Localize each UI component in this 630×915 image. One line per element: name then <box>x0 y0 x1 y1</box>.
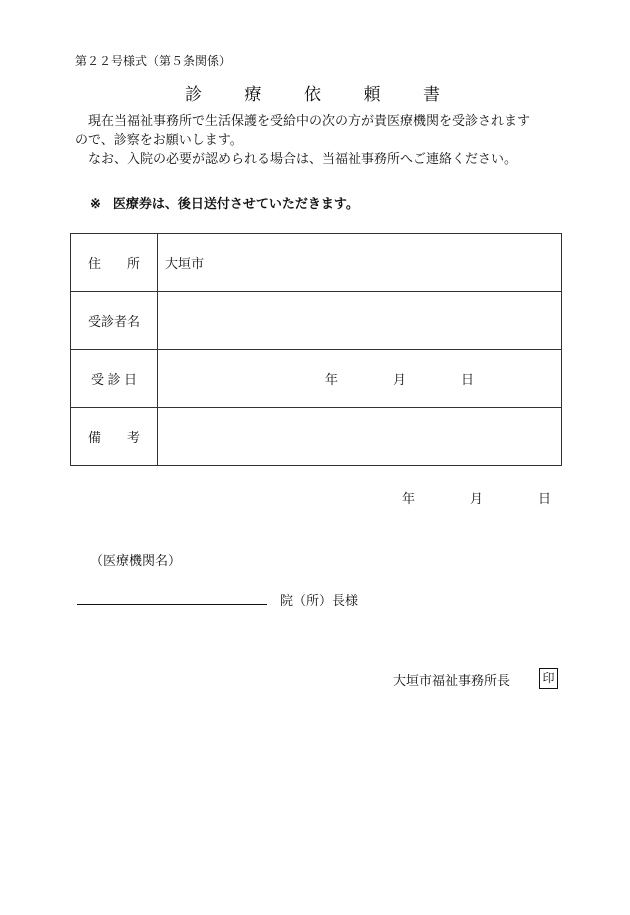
visit-date-field[interactable] <box>158 350 562 408</box>
institution-label: （医療機関名） <box>90 554 182 569</box>
visit-year-label: 年 <box>325 373 339 388</box>
issue-year-label: 年 <box>402 492 416 507</box>
director-honorific: 院（所）長様 <box>280 594 359 609</box>
reference-mark: ※ <box>90 197 101 212</box>
title-char: 書 <box>423 85 440 105</box>
institution-name-line[interactable] <box>77 604 267 605</box>
patient-name-field[interactable] <box>158 292 562 350</box>
form-number: 第２２号様式（第５条関係） <box>75 54 232 68</box>
table-row-visit-date <box>71 350 562 408</box>
address-field[interactable]: 大垣市 <box>158 234 562 292</box>
office-director: 大垣市福祉事務所長 <box>393 674 511 689</box>
remarks-label <box>71 408 158 466</box>
title-char: 依 <box>304 85 321 105</box>
intro-line <box>75 150 565 169</box>
table-row-remarks <box>71 408 562 466</box>
visit-day-label: 日 <box>461 373 475 388</box>
intro-line-2: ので、診察をお願いします。 <box>75 133 243 148</box>
intro-text <box>75 112 565 169</box>
remarks-label-char: 考 <box>126 431 140 446</box>
title-char: 頼 <box>363 85 381 105</box>
address-label-char: 所 <box>126 257 140 272</box>
intro-line <box>75 131 565 150</box>
patient-label: 受診者名 <box>71 292 158 350</box>
intro-line-1: 現在当福祉事務所で生活保護を受給中の次の方が貴医療機関を受診されます <box>88 114 531 129</box>
document-title <box>185 80 440 105</box>
visit-date-label-char: 日 <box>123 373 137 388</box>
request-table <box>70 233 562 466</box>
visit-month-label: 月 <box>393 373 407 388</box>
table-row-address <box>71 234 562 292</box>
title-char: 診 <box>185 85 202 105</box>
notice-text: 医療券は、後日送付させていただきます。 <box>112 197 359 212</box>
notice <box>90 193 359 212</box>
title-char: 療 <box>244 85 262 105</box>
seal-mark: 印 <box>539 668 558 689</box>
intro-line <box>75 112 565 131</box>
intro-line-3: なお、入院の必要が認められる場合は、当福祉事務所へご連絡ください。 <box>88 152 518 167</box>
visit-date-label <box>71 350 158 408</box>
address-label <box>71 234 158 292</box>
remarks-label-char: 備 <box>88 431 102 446</box>
issue-month-label: 月 <box>470 492 484 507</box>
visit-date-label-char: 受 <box>91 373 105 388</box>
visit-date-label-char: 診 <box>107 373 121 388</box>
remarks-field[interactable] <box>158 408 562 466</box>
address-label-char: 住 <box>88 257 102 272</box>
table-row-patient <box>71 292 562 350</box>
issue-day-label: 日 <box>538 492 552 507</box>
